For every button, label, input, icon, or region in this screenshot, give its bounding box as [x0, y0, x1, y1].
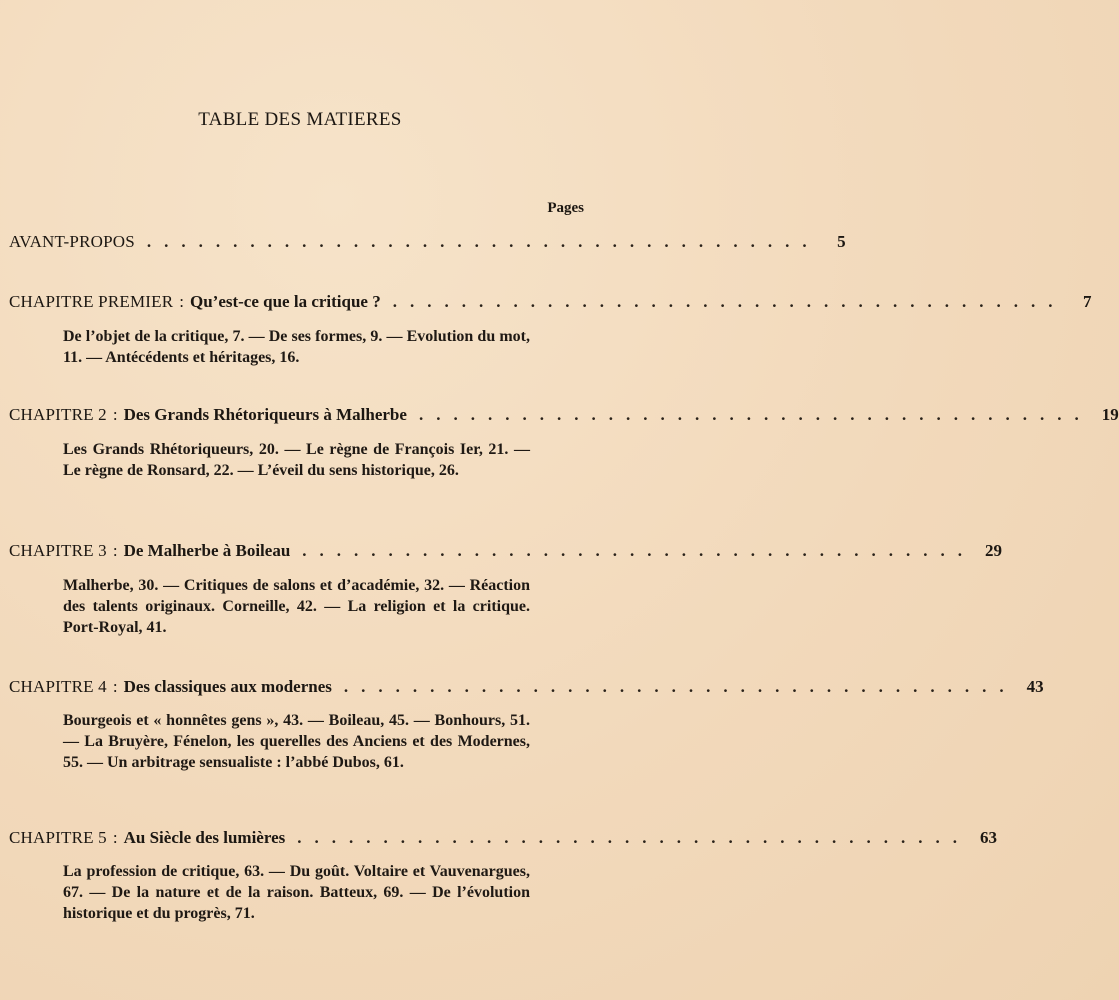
toc-entry-title: Qu’est-ce que la critique ? — [189, 292, 381, 311]
toc-entry-chapter-1 — [9, 291, 1092, 313]
toc-entry-line — [9, 827, 998, 849]
toc-entry-prefix: CHAPITRE 2 — [9, 405, 107, 424]
separator-colon: : — [112, 541, 118, 560]
toc-entry-chapter-5 — [9, 827, 998, 849]
toc-entry-chapter-3 — [9, 540, 1003, 562]
toc-entry-line — [9, 404, 1119, 426]
dot-leader: ....................................... — [297, 828, 971, 847]
description-text: Bourgeois et « honnêtes gens », 43. — Boileau, 45. — Bonhours, 51. — La Bruyère, Fénelon, les querelles des Anciens et des Modernes, 55. — Un arbitrage sensualiste : l’abbé Dubos, 61. — [63, 712, 530, 771]
toc-entry-prefix: CHAPITRE 3 — [9, 541, 107, 560]
toc-page-number: 5 — [837, 232, 846, 251]
toc-page-number: 7 — [1082, 292, 1092, 311]
toc-entry-title: Des classiques aux modernes — [123, 677, 332, 696]
page-title: TABLE DES MATIERES — [198, 109, 402, 130]
toc-entry-description — [63, 439, 530, 481]
toc-entry-line — [9, 676, 1044, 698]
description-text: De l’objet de la critique, 7. — De ses formes, 9. — Evolution du mot, 11. — Antécédents et héritages, 16. — [63, 328, 530, 366]
description-text: La profession de critique, 63. — Du goût. Voltaire et Vauvenargues, 67. — De la nature et de la raison. Batteux, 69. — De l’évolution historique et du progrès, 71. — [63, 863, 530, 922]
toc-entry-prefix: CHAPITRE 4 — [9, 677, 107, 696]
separator-colon: : — [112, 828, 118, 847]
toc-entry-description — [63, 710, 530, 773]
toc-entry-title: Des Grands Rhétoriqueurs à Malherbe — [123, 405, 407, 424]
toc-entry-description — [63, 575, 530, 638]
toc-entry-chapter-2 — [9, 404, 1119, 426]
toc-entry-line — [9, 540, 1003, 562]
toc-entry-chapter-4 — [9, 676, 1044, 698]
description-text: Les Grands Rhétoriqueurs, 20. — Le règne de François Ier, 21. — Le règne de Ronsard, 22. — L’éveil du sens historique, 26. — [63, 441, 530, 479]
toc-page-number: 29 — [985, 541, 1003, 560]
separator-colon: : — [179, 292, 184, 311]
toc-entry-description — [63, 861, 530, 924]
toc-entry-line — [9, 231, 846, 253]
toc-entry-prefix: CHAPITRE PREMIER — [9, 292, 174, 311]
dot-leader: ....................................... — [418, 405, 1092, 424]
toc-entry-description — [63, 326, 530, 368]
toc-entry-avant-propos — [9, 231, 846, 253]
toc-entry-title: Au Siècle des lumières — [123, 828, 286, 847]
separator-colon: : — [112, 677, 118, 696]
toc-entry-title: De Malherbe à Boileau — [123, 541, 291, 560]
toc-page-number: 19 — [1101, 405, 1119, 424]
toc-entry-line — [9, 291, 1092, 313]
description-text: Malherbe, 30. — Critiques de salons et d’académie, 32. — Réaction des talents originaux. Corneille, 42. — La religion et la critique. Port-Royal, 41. — [63, 577, 530, 636]
toc-entry-prefix: CHAPITRE 5 — [9, 828, 107, 847]
toc-page-number: 43 — [1026, 677, 1044, 696]
pages-column-label: Pages — [547, 200, 584, 216]
toc-page-number: 63 — [980, 828, 998, 847]
dot-leader: ....................................... — [392, 292, 1066, 311]
dot-leader: ....................................... — [343, 677, 1017, 696]
dot-leader: ....................................... — [302, 541, 976, 560]
dot-leader: ....................................... — [146, 232, 820, 251]
separator-colon: : — [112, 405, 118, 424]
toc-entry-prefix: AVANT-PROPOS — [9, 232, 135, 251]
